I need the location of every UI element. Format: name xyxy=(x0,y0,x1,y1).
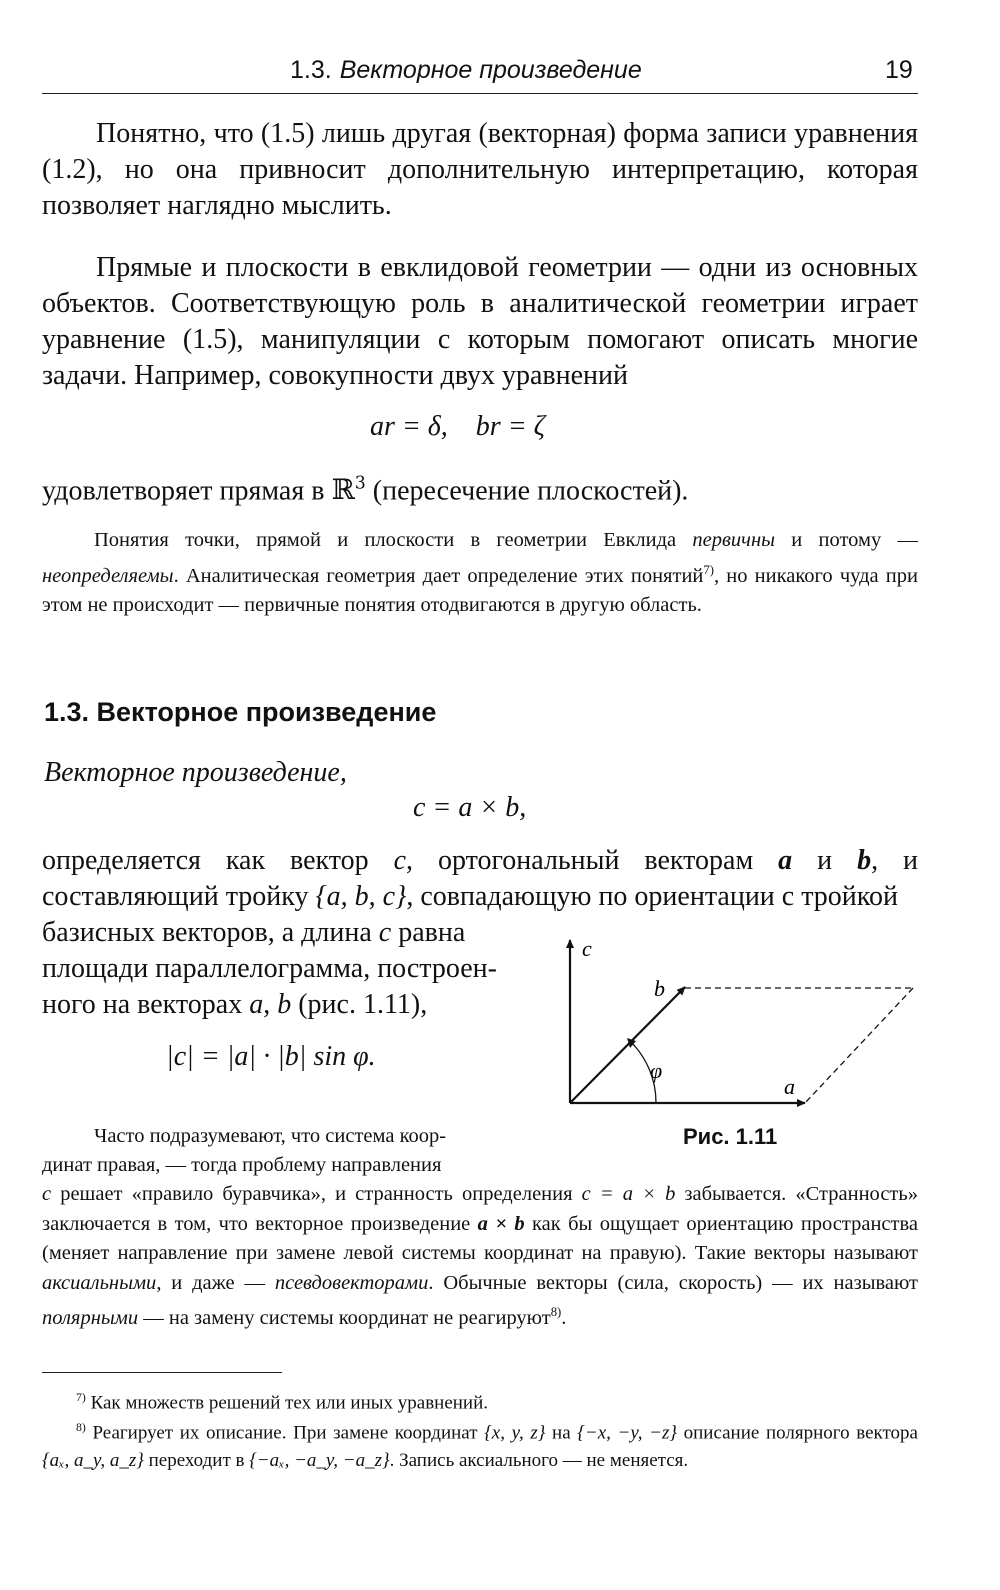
note-primitive-concepts: Понятия точки, прямой и плоскости в геометрии Евклида первичны и потому — неопределяемы. Аналитическая геометрия дает определение этих понятий$^{7)}$, но никакого чуда при этом не происходит — первичные понятия отодвигаются в другую область. xyxy=(42,529,918,616)
formula-cross-length: |c| = |a| · |b| sin φ. xyxy=(166,1041,376,1072)
paragraph-2: Прямые и плоскости в евклидовой геометрии — одни из основных объектов. Соответствующую роль в аналитической геометрии играет уравнение (1.5), манипуляции с которым помогают описать многие задачи. Например, совокупности двух уравнений xyxy=(42,252,918,391)
page-number: 19 xyxy=(885,56,913,84)
paragraph-3 xyxy=(42,466,918,509)
footnote-ref-7: 7) xyxy=(703,562,714,577)
figure-caption: Рис. 1.11 xyxy=(683,1124,778,1149)
parallelogram-right-edge xyxy=(805,988,913,1103)
label-phi: φ xyxy=(650,1058,663,1083)
definition-paragraph: определяется как вектор c, ортогональный векторам a и b, и составляющий тройку {a, b, c}, совпадающую по ориентации с тройкой xyxy=(42,845,919,912)
figure-parallelogram xyxy=(540,930,930,1120)
formula-planes: ar = δ, br = ζ xyxy=(370,411,545,442)
footnote-ref-8: 8) xyxy=(550,1305,562,1319)
paragraph-3-text: удовлетворяет прямая в xyxy=(42,475,332,507)
orientation-note-line-2: динат правая, — тогда проблему направления xyxy=(42,1154,442,1176)
definition-wrap: базисных векторов, а длина c равна площади параллелограмма, построен- ного на векторах a, b (рис. 1.11), xyxy=(42,917,497,1020)
cross-product-intro: Векторное произведение, xyxy=(44,757,347,788)
header-rule xyxy=(42,93,918,94)
orientation-note-rest: c решает «правило буравчика», и странность определения c = a × b забывается. «Странность» заключается в том, что векторное произведение a × b как бы ощущает ориентацию пространства (меняет направление при замене левой системы координат на правую). Такие векторы называют аксиальными, и даже — псевдовекторами. Обычные векторы (сила, скорость) — их называют полярными — на замену системы координат не реагируют$^{8)}$. xyxy=(42,1183,918,1329)
section-heading: 1.3. Векторное произведение xyxy=(44,697,437,727)
running-header-title xyxy=(290,56,642,85)
label-a: a xyxy=(784,1074,795,1099)
label-c: c xyxy=(582,936,592,961)
vector-b-arrow xyxy=(570,987,685,1103)
label-b: b xyxy=(654,976,665,1001)
paragraph-1: Понятно, что (1.5) лишь другая (векторная) форма записи уравнения (1.2), но она привносит дополнительную интерпретацию, которая позволяет наглядно мыслить. xyxy=(42,118,918,221)
footnote-7: $^{7)}$ Как множеств решений тех или иных уравнений. xyxy=(76,1391,489,1414)
r3-symbol: ℝ$^3$ xyxy=(331,473,366,507)
orientation-note-start: Часто подразумевают, что система коор- xyxy=(94,1125,447,1147)
formula-cross-product: c = a × b, xyxy=(413,792,527,823)
paragraph-3-text-end: (пересечение плоскостей). xyxy=(365,475,689,507)
footnote-rule xyxy=(42,1372,282,1373)
footnote-8: $^{8)}$ Реагирует их описание. При замене координат {x, y, z} на {−x, −y, −z} описание полярного вектора {aₓ, a_y, a_z} переходит в {−aₓ, −a_y, −a_z}. Запись аксиального — не меняется. xyxy=(42,1421,918,1472)
section-title: Векторное произведение xyxy=(339,56,642,84)
section-number: 1.3. xyxy=(290,56,332,84)
